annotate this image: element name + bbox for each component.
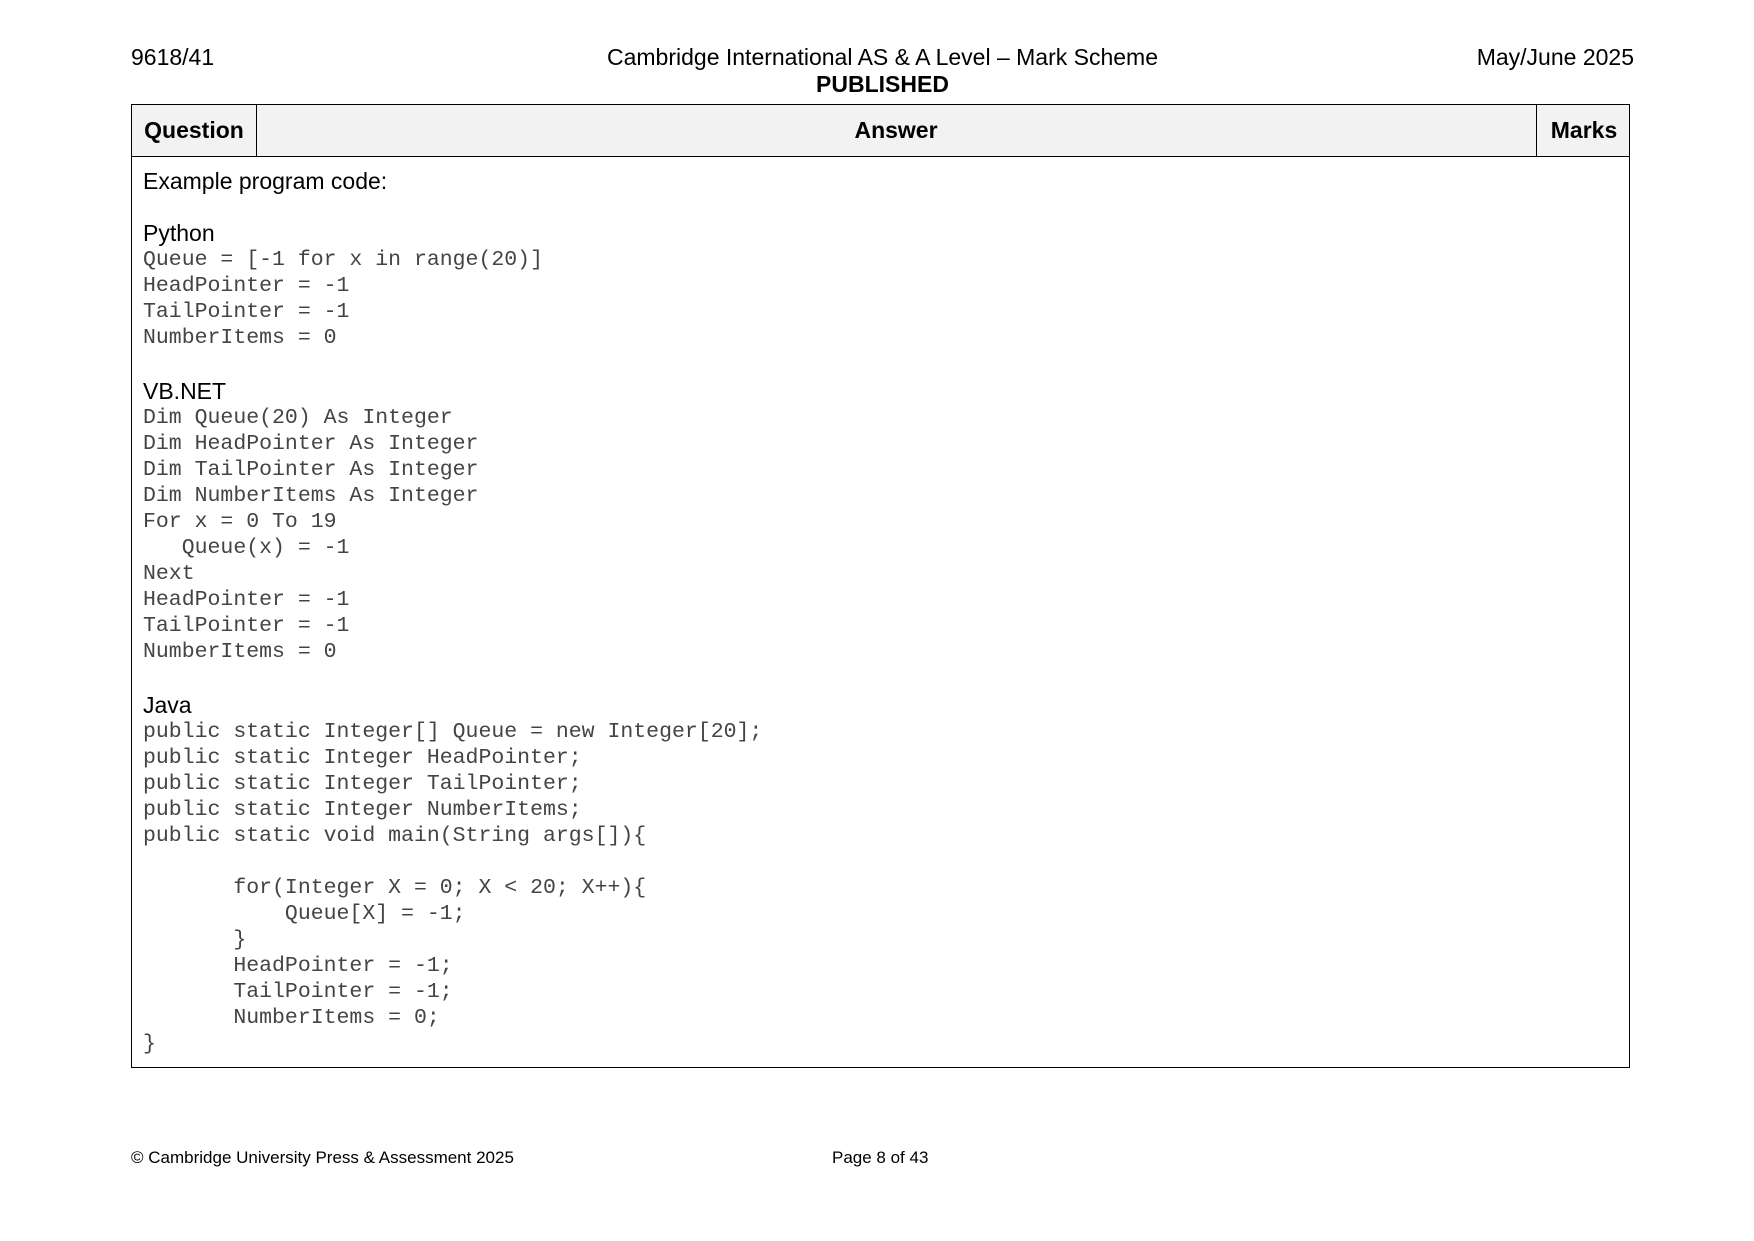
table-header-row <box>132 105 1629 157</box>
answer-column-header: Answer <box>854 117 938 143</box>
vbnet-label: VB.NET <box>143 378 227 404</box>
page-number: Page 8 of 43 <box>832 1148 929 1167</box>
vbnet-code-block: Dim Queue(20) As Integer Dim HeadPointer As Integer Dim TailPointer As Integer Dim NumberItems As Integer For x = 0 To 19 Queue(x) = -1 Next HeadPointer = -1 TailPointer = -1 NumberItems = 0 <box>143 406 479 664</box>
java-code-block: public static Integer[] Queue = new Integer[20]; public static Integer HeadPointer; public static Integer TailPointer; public static Integer NumberItems; public static void main(String args[]){ for(Integer X = 0; X < 20; X++){ Queue[X] = -1; } HeadPointer = -1; TailPointer = -1; NumberItems = 0; } <box>143 720 763 1056</box>
published-label: PUBLISHED <box>816 71 949 97</box>
paper-code: 9618/41 <box>131 44 215 70</box>
copyright-notice: © Cambridge University Press & Assessment 2025 <box>131 1148 514 1167</box>
python-label: Python <box>143 220 215 246</box>
exam-session: May/June 2025 <box>1476 44 1634 70</box>
marks-column-header: Marks <box>1536 105 1631 156</box>
java-label: Java <box>143 692 192 718</box>
mark-scheme-table <box>131 104 1630 1068</box>
answer-cell <box>143 167 762 1057</box>
question-column-header: Question <box>132 105 257 156</box>
document-title: Cambridge International AS & A Level – Mark Scheme <box>606 44 1159 70</box>
python-code-block: Queue = [-1 for x in range(20)] HeadPointer = -1 TailPointer = -1 NumberItems = 0 <box>143 248 543 350</box>
answer-intro: Example program code: <box>143 168 388 194</box>
